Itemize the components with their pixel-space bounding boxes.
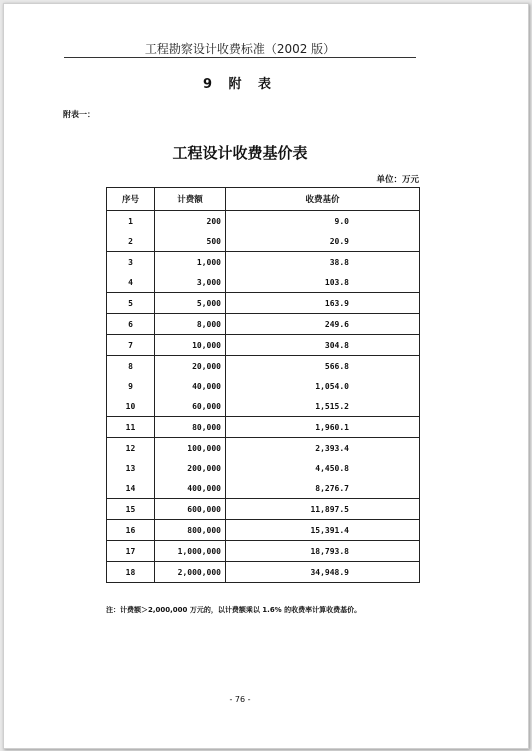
cell-amount: 400,000 <box>155 478 226 499</box>
cell-no: 5 <box>107 293 155 314</box>
running-header: 工程勘察设计收费标准（2002 版） <box>144 42 336 56</box>
cell-price: 9.0 <box>226 211 420 232</box>
cell-price: 103.8 <box>226 272 420 293</box>
cell-amount: 5,000 <box>155 293 226 314</box>
cell-amount: 3,000 <box>155 272 226 293</box>
cell-amount: 200,000 <box>155 458 226 478</box>
cell-amount: 8,000 <box>155 314 226 335</box>
header-rule <box>64 57 416 58</box>
table-row <box>107 499 420 520</box>
table-row <box>107 478 420 499</box>
table-header-row <box>107 188 420 211</box>
unit-label: 单位：万元 <box>376 175 419 185</box>
cell-no: 2 <box>107 231 155 252</box>
cell-no: 8 <box>107 356 155 377</box>
table-row <box>107 252 420 273</box>
cell-no: 15 <box>107 499 155 520</box>
cell-amount: 600,000 <box>155 499 226 520</box>
cell-no: 4 <box>107 272 155 293</box>
cell-amount: 800,000 <box>155 520 226 541</box>
table-row <box>107 376 420 396</box>
table-row <box>107 231 420 252</box>
table-row <box>107 417 420 438</box>
cell-price: 1,960.1 <box>226 417 420 438</box>
table-row <box>107 314 420 335</box>
cell-amount: 200 <box>155 211 226 232</box>
cell-amount: 100,000 <box>155 438 226 459</box>
table-title: 工程设计收费基价表 <box>172 144 308 162</box>
cell-price: 38.8 <box>226 252 420 273</box>
cell-price: 304.8 <box>226 335 420 356</box>
column-header-no: 序号 <box>107 188 155 211</box>
cell-amount: 80,000 <box>155 417 226 438</box>
column-header-price: 收费基价 <box>226 188 420 211</box>
document-page <box>3 3 529 749</box>
cell-no: 3 <box>107 252 155 273</box>
column-header-amount: 计费额 <box>155 188 226 211</box>
cell-amount: 20,000 <box>155 356 226 377</box>
cell-amount: 500 <box>155 231 226 252</box>
table-row <box>107 211 420 232</box>
cell-price: 249.6 <box>226 314 420 335</box>
cell-price: 566.8 <box>226 356 420 377</box>
cell-price: 1,515.2 <box>226 396 420 417</box>
table-row <box>107 562 420 583</box>
cell-amount: 2,000,000 <box>155 562 226 583</box>
cell-amount: 40,000 <box>155 376 226 396</box>
table-row <box>107 335 420 356</box>
cell-no: 14 <box>107 478 155 499</box>
cell-price: 4,450.8 <box>226 458 420 478</box>
section-title: 9 附 表 <box>202 77 278 92</box>
cell-no: 12 <box>107 438 155 459</box>
table-row <box>107 396 420 417</box>
cell-no: 10 <box>107 396 155 417</box>
cell-price: 8,276.7 <box>226 478 420 499</box>
cell-price: 18,793.8 <box>226 541 420 562</box>
cell-price: 11,897.5 <box>226 499 420 520</box>
cell-price: 1,054.0 <box>226 376 420 396</box>
cell-amount: 1,000 <box>155 252 226 273</box>
table-row <box>107 541 420 562</box>
cell-price: 2,393.4 <box>226 438 420 459</box>
cell-no: 1 <box>107 211 155 232</box>
cell-price: 15,391.4 <box>226 520 420 541</box>
footnote: 注：计费额＞2,000,000 万元的，以计费额乘以 1.6% 的收费率计算收费基价。 <box>106 606 362 614</box>
cell-no: 6 <box>107 314 155 335</box>
table-row <box>107 293 420 314</box>
cell-price: 20.9 <box>226 231 420 252</box>
page-number: - 76 - <box>229 695 251 704</box>
cell-no: 17 <box>107 541 155 562</box>
cell-no: 9 <box>107 376 155 396</box>
cell-amount: 10,000 <box>155 335 226 356</box>
cell-amount: 60,000 <box>155 396 226 417</box>
fee-table <box>106 187 420 583</box>
cell-no: 16 <box>107 520 155 541</box>
table-row <box>107 520 420 541</box>
cell-no: 13 <box>107 458 155 478</box>
cell-no: 18 <box>107 562 155 583</box>
cell-price: 163.9 <box>226 293 420 314</box>
table-row <box>107 272 420 293</box>
cell-amount: 1,000,000 <box>155 541 226 562</box>
table-row <box>107 438 420 459</box>
cell-price: 34,948.9 <box>226 562 420 583</box>
table-row <box>107 458 420 478</box>
appendix-label: 附表一： <box>63 110 95 119</box>
cell-no: 7 <box>107 335 155 356</box>
cell-no: 11 <box>107 417 155 438</box>
table-row <box>107 356 420 377</box>
